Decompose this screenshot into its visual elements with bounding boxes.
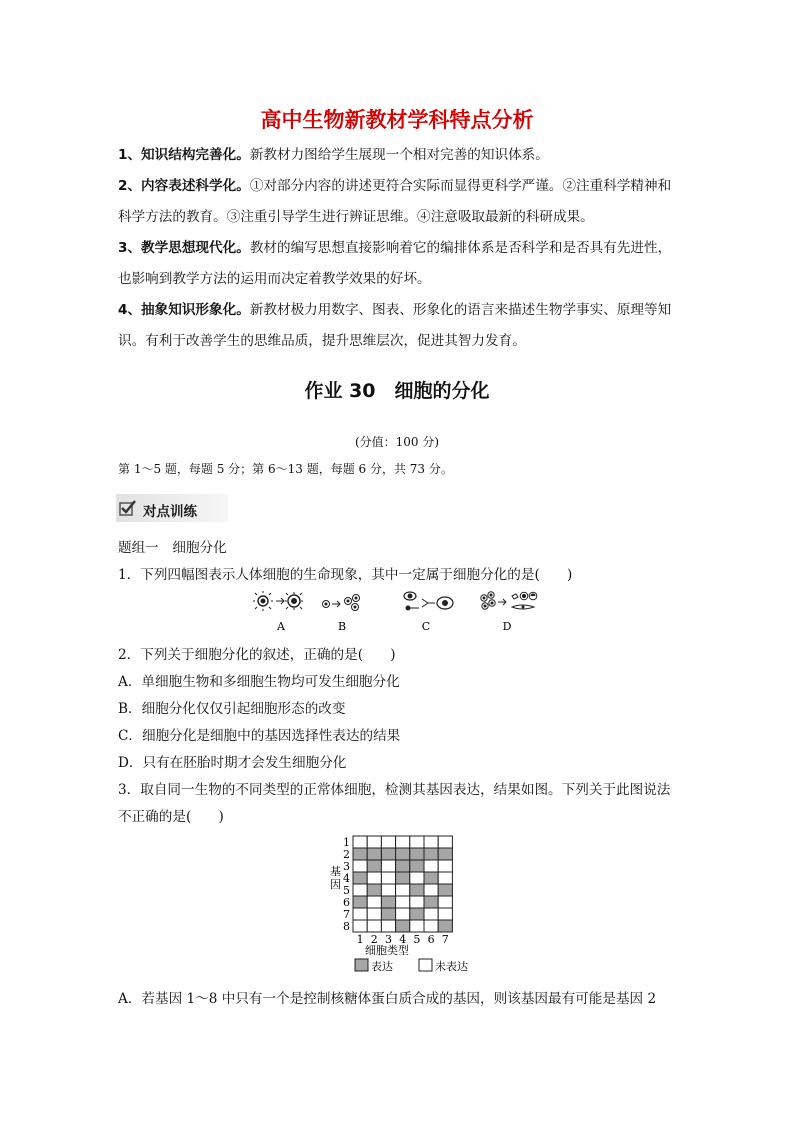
grid-cell-gene-8-type-7	[438, 920, 452, 932]
grid-cell-gene-5-type-2	[367, 884, 381, 896]
grid-cell-gene-7-type-1	[353, 908, 367, 920]
gene-label-6: 6	[343, 896, 350, 909]
page-title: 高中生物新教材学科特点分析	[260, 108, 534, 132]
grid-cell-gene-4-type-2	[367, 872, 381, 884]
point-3-text: 教材的编写思想直接影响着它的编排体系是否科学和是否具有先进性，也影响到教学方法的运用而决定着教学效果的好坏。	[118, 240, 672, 287]
grid-cell-gene-6-type-2	[367, 896, 381, 908]
point-2-lead: 2、内容表述科学化。	[118, 178, 250, 194]
gene-label-8: 8	[343, 920, 350, 933]
question-3-line-1: 3．取自同一生物的不同类型的正常体细胞，检测其基因表达，结果如图。下列关于此图说法	[118, 782, 671, 798]
point-1-text: 新教材力图给学生展现一个相对完善的知识体系。	[249, 147, 549, 163]
grid-cell-gene-4-type-5	[410, 872, 424, 884]
grid-cell-gene-1-type-3	[381, 836, 395, 848]
grid-cell-gene-2-type-5	[410, 848, 424, 860]
figure-b-label: B	[337, 620, 347, 633]
grid-cell-gene-5-type-6	[424, 884, 438, 896]
grid-cell-gene-7-type-5	[410, 908, 424, 920]
grid-cell-gene-8-type-5	[410, 920, 424, 932]
grid-cell-gene-5-type-5	[410, 884, 424, 896]
point-3	[118, 233, 678, 295]
grid-cell-gene-4-type-1	[353, 872, 367, 884]
legend-not-expressed-label: 未表达	[435, 960, 468, 973]
grid-cell-gene-1-type-2	[367, 836, 381, 848]
grid-cell-gene-8-type-4	[396, 920, 410, 932]
section-title: 对点训练	[143, 504, 197, 520]
grid-cell-gene-8-type-2	[367, 920, 381, 932]
grid-cell-gene-6-type-5	[410, 896, 424, 908]
grid-cell-gene-7-type-2	[367, 908, 381, 920]
gene-label-2: 2	[343, 848, 350, 861]
legend-expressed-swatch	[355, 959, 368, 971]
checkbox-icon	[119, 499, 137, 517]
gene-label-3: 3	[343, 860, 350, 873]
q2-option-d: D．只有在胚胎时期才会发生细胞分化	[118, 755, 347, 771]
grid-cell-gene-3-type-3	[381, 860, 395, 872]
grid-cell-gene-1-type-4	[396, 836, 410, 848]
grid-cell-gene-4-type-7	[438, 872, 452, 884]
point-4	[118, 295, 678, 357]
grid-cell-gene-3-type-2	[367, 860, 381, 872]
point-1-lead: 1、知识结构完善化。	[118, 147, 250, 163]
grid-cell-gene-5-type-1	[353, 884, 367, 896]
point-2	[118, 171, 678, 233]
question-3-line-2: 不正确的是( )	[118, 809, 224, 825]
figure-c-label: C	[421, 620, 431, 633]
grid-cell-gene-2-type-6	[424, 848, 438, 860]
x-axis-label: 细胞类型	[365, 944, 409, 957]
group-title: 题组一 细胞分化	[118, 540, 227, 556]
score-info: (分值：100 分)	[354, 435, 440, 449]
cell-type-label-5: 5	[413, 933, 421, 946]
figure-a-label: A	[277, 620, 285, 633]
cell-type-label-1: 1	[356, 933, 364, 946]
gene-number-labels	[343, 836, 350, 933]
figure-a	[253, 591, 303, 611]
grid-cell-gene-3-type-6	[424, 860, 438, 872]
grid-cell-gene-5-type-3	[381, 884, 395, 896]
grid-cell-gene-1-type-5	[410, 836, 424, 848]
grid-cell-gene-4-type-4	[396, 872, 410, 884]
gene-expression-figure	[322, 835, 492, 975]
grid-cell-gene-4-type-6	[424, 872, 438, 884]
expression-grid	[353, 836, 452, 932]
point-4-text: 新教材极力用数字、图表、形象化的语言来描述生物学事实、原理等知识。有利于改善学生的思维品质，提升思维层次，促进其智力发育。	[118, 302, 672, 349]
gene-label-4: 4	[343, 872, 350, 885]
grid-cell-gene-4-type-3	[381, 872, 395, 884]
grid-cell-gene-2-type-1	[353, 848, 367, 860]
grid-cell-gene-7-type-6	[424, 908, 438, 920]
grid-cell-gene-6-type-4	[396, 896, 410, 908]
figure-d-label: D	[502, 620, 512, 633]
homework-title: 作业 30 细胞的分化	[304, 380, 490, 402]
grid-cell-gene-6-type-1	[353, 896, 367, 908]
grid-cell-gene-7-type-3	[381, 908, 395, 920]
grid-cell-gene-3-type-4	[396, 860, 410, 872]
grid-cell-gene-1-type-1	[353, 836, 367, 848]
cell-type-label-6: 6	[427, 933, 435, 946]
q2-option-a: A．单细胞生物和多细胞生物均可发生细胞分化	[118, 674, 400, 690]
q2-option-c: C．细胞分化是细胞中的基因选择性表达的结果	[118, 728, 401, 744]
grid-cell-gene-2-type-2	[367, 848, 381, 860]
grid-cell-gene-5-type-4	[396, 884, 410, 896]
gene-label-1: 1	[343, 836, 350, 849]
grid-cell-gene-2-type-7	[438, 848, 452, 860]
cell-type-label-3: 3	[385, 933, 392, 946]
grid-cell-gene-5-type-7	[438, 884, 452, 896]
legend-expressed-label: 表达	[371, 960, 393, 973]
grid-cell-gene-6-type-6	[424, 896, 438, 908]
grid-cell-gene-3-type-5	[410, 860, 424, 872]
cell-figures	[250, 588, 550, 634]
figure-b	[323, 595, 360, 611]
question-1: 1．下列四幅图表示人体细胞的生命现象，其中一定属于细胞分化的是( )	[118, 567, 573, 583]
grid-cell-gene-7-type-4	[396, 908, 410, 920]
point-3-lead: 3、教学思想现代化。	[118, 240, 250, 256]
gene-label-5: 5	[343, 884, 350, 897]
q3-option-a: A．若基因 1～8 中只有一个是控制核糖体蛋白质合成的基因，则该基因最有可能是基因 2	[118, 991, 657, 1007]
figure-c	[404, 592, 453, 610]
grid-cell-gene-8-type-6	[424, 920, 438, 932]
gene-label-7: 7	[343, 908, 350, 921]
question-2: 2．下列关于细胞分化的叙述，正确的是( )	[118, 647, 396, 663]
grid-cell-gene-8-type-3	[381, 920, 395, 932]
point-1	[118, 140, 678, 171]
y-axis-label-char-2: 因	[330, 878, 341, 891]
cell-type-label-4: 4	[399, 933, 407, 946]
y-axis-label-char-1: 基	[330, 865, 341, 878]
grid-cell-gene-2-type-3	[381, 848, 395, 860]
grid-cell-gene-3-type-1	[353, 860, 367, 872]
grid-cell-gene-8-type-1	[353, 920, 367, 932]
q2-option-b: B．细胞分化仅仅引起细胞形态的改变	[118, 701, 346, 717]
scoring-rule: 第 1～5 题，每题 5 分；第 6～13 题，每题 6 分，共 73 分。	[118, 462, 453, 476]
figure-d	[481, 592, 537, 609]
grid-cell-gene-2-type-4	[396, 848, 410, 860]
cell-type-label-7: 7	[441, 933, 449, 946]
point-4-lead: 4、抽象知识形象化。	[118, 302, 250, 318]
legend-not-expressed-swatch	[419, 959, 432, 971]
grid-cell-gene-7-type-7	[438, 908, 452, 920]
point-2-text: ①对部分内容的讲述更符合实际而显得更科学严谨。②注重科学精神和科学方法的教育。③注重引导学生进行辨证思维。④注意吸取最新的科研成果。	[118, 178, 672, 225]
cell-type-label-2: 2	[370, 933, 378, 946]
grid-cell-gene-1-type-7	[438, 836, 452, 848]
grid-cell-gene-3-type-7	[438, 860, 452, 872]
grid-cell-gene-6-type-3	[381, 896, 395, 908]
grid-cell-gene-6-type-7	[438, 896, 452, 908]
grid-cell-gene-1-type-6	[424, 836, 438, 848]
